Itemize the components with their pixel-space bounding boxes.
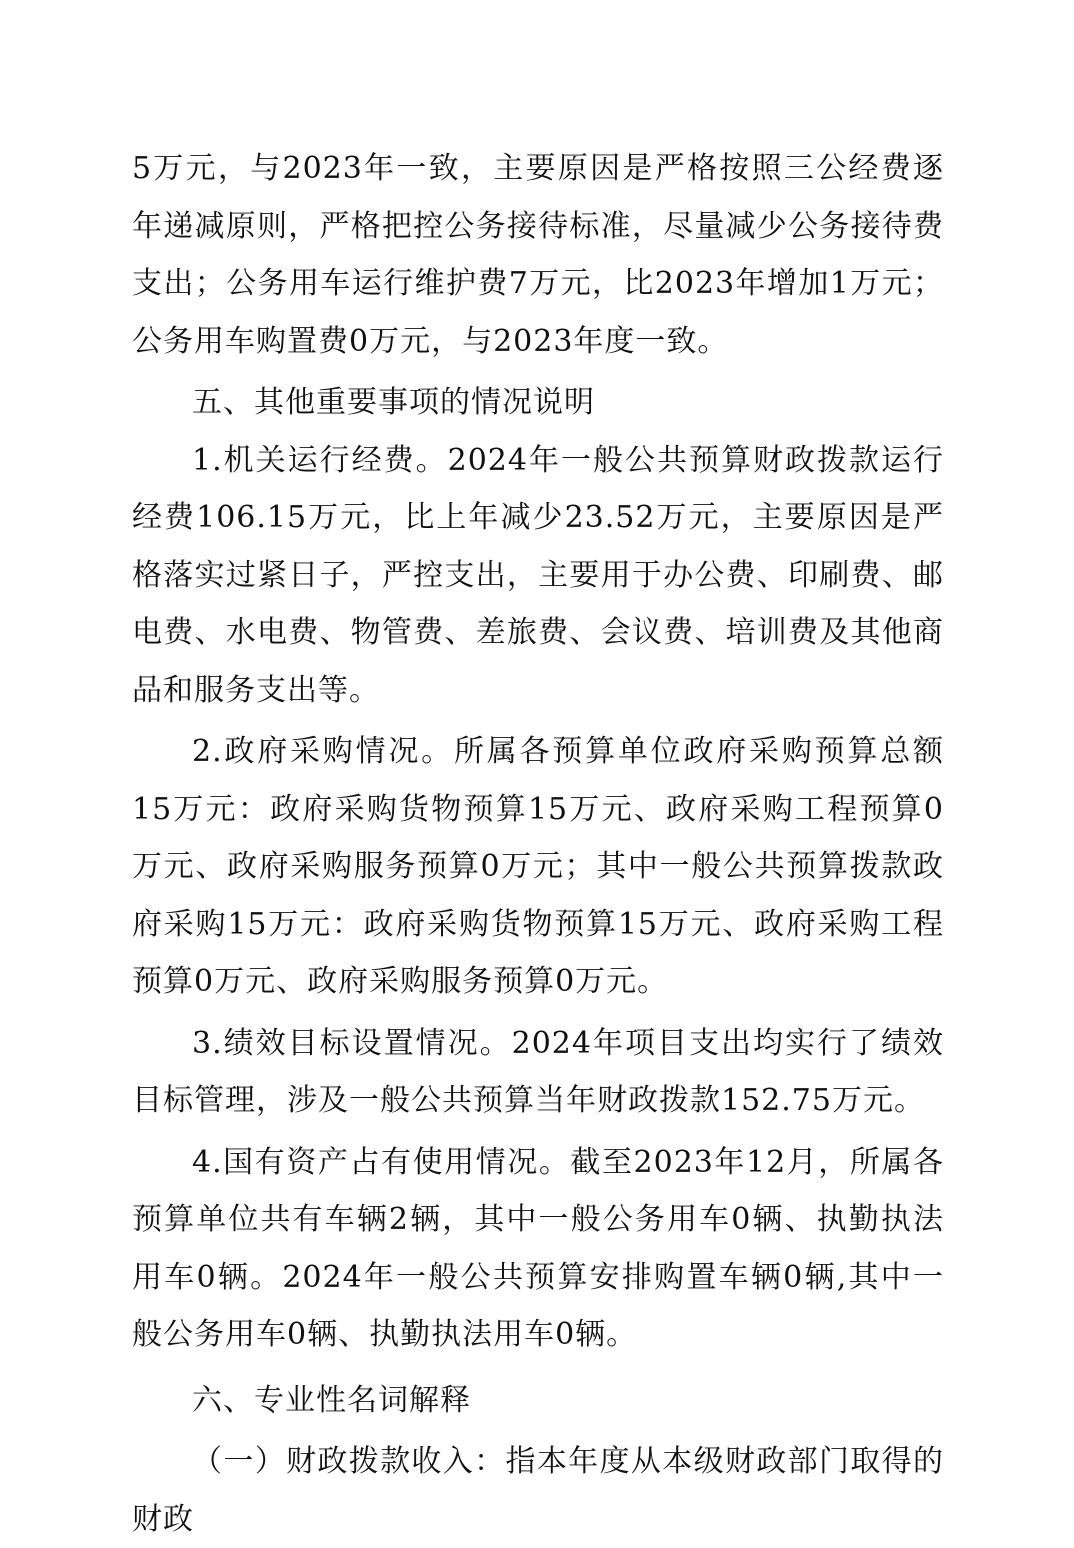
paragraph-item-2: 2.政府采购情况。所属各预算单位政府采购预算总额15万元：政府采购货物预算15万元、政府采购工程预算0万元、政府采购服务预算0万元；其中一般公共预算拨款政府采购15万元：政府采购货物预算15万元、政府采购工程预算0万元、政府采购服务预算0万元。 bbox=[132, 734, 944, 999]
paragraph-item-4: 4.国有资产占有使用情况。截至2023年12月，所属各预算单位共有车辆2辆，其中一般公务用车0辆、执勤执法用车0辆。2024年一般公共预算安排购置车辆0辆,其中一般公务用车0辆、执勤执法用车0辆。 bbox=[132, 1144, 944, 1352]
section-heading-5: 五、其他重要事项的情况说明 bbox=[192, 385, 595, 420]
section-heading-6: 六、专业性名词解释 bbox=[192, 1382, 471, 1418]
paragraph-item-1: 1.机关运行经费。2024年一般公共预算财政拨款运行经费106.15万元，比上年减少23.52万元，主要原因是严格落实过紧日子，严控支出，主要用于办公费、印刷费、邮电费、水电费、物管费、差旅费、会议费、培训费及其他商品和服务支出等。 bbox=[132, 442, 944, 708]
paragraph-item-3: 3.绩效目标设置情况。2024年项目支出均实行了绩效目标管理，涉及一般公共预算当年财政拨款152.75万元。 bbox=[132, 1025, 944, 1118]
paragraph-item-6-1: （一）财政拨款收入：指本年度从本级财政部门取得的财政 bbox=[132, 1444, 944, 1537]
paragraph-continuation: 5万元，与2023年一致，主要原因是严格按照三公经费逐年递减原则，严格把控公务接待标准，尽量减少公务接待费支出；公务用车运行维护费7万元，比2023年增加1万元；公务用车购置费0万元，与2023年度一致。 bbox=[132, 151, 944, 359]
document-body bbox=[132, 140, 944, 1548]
